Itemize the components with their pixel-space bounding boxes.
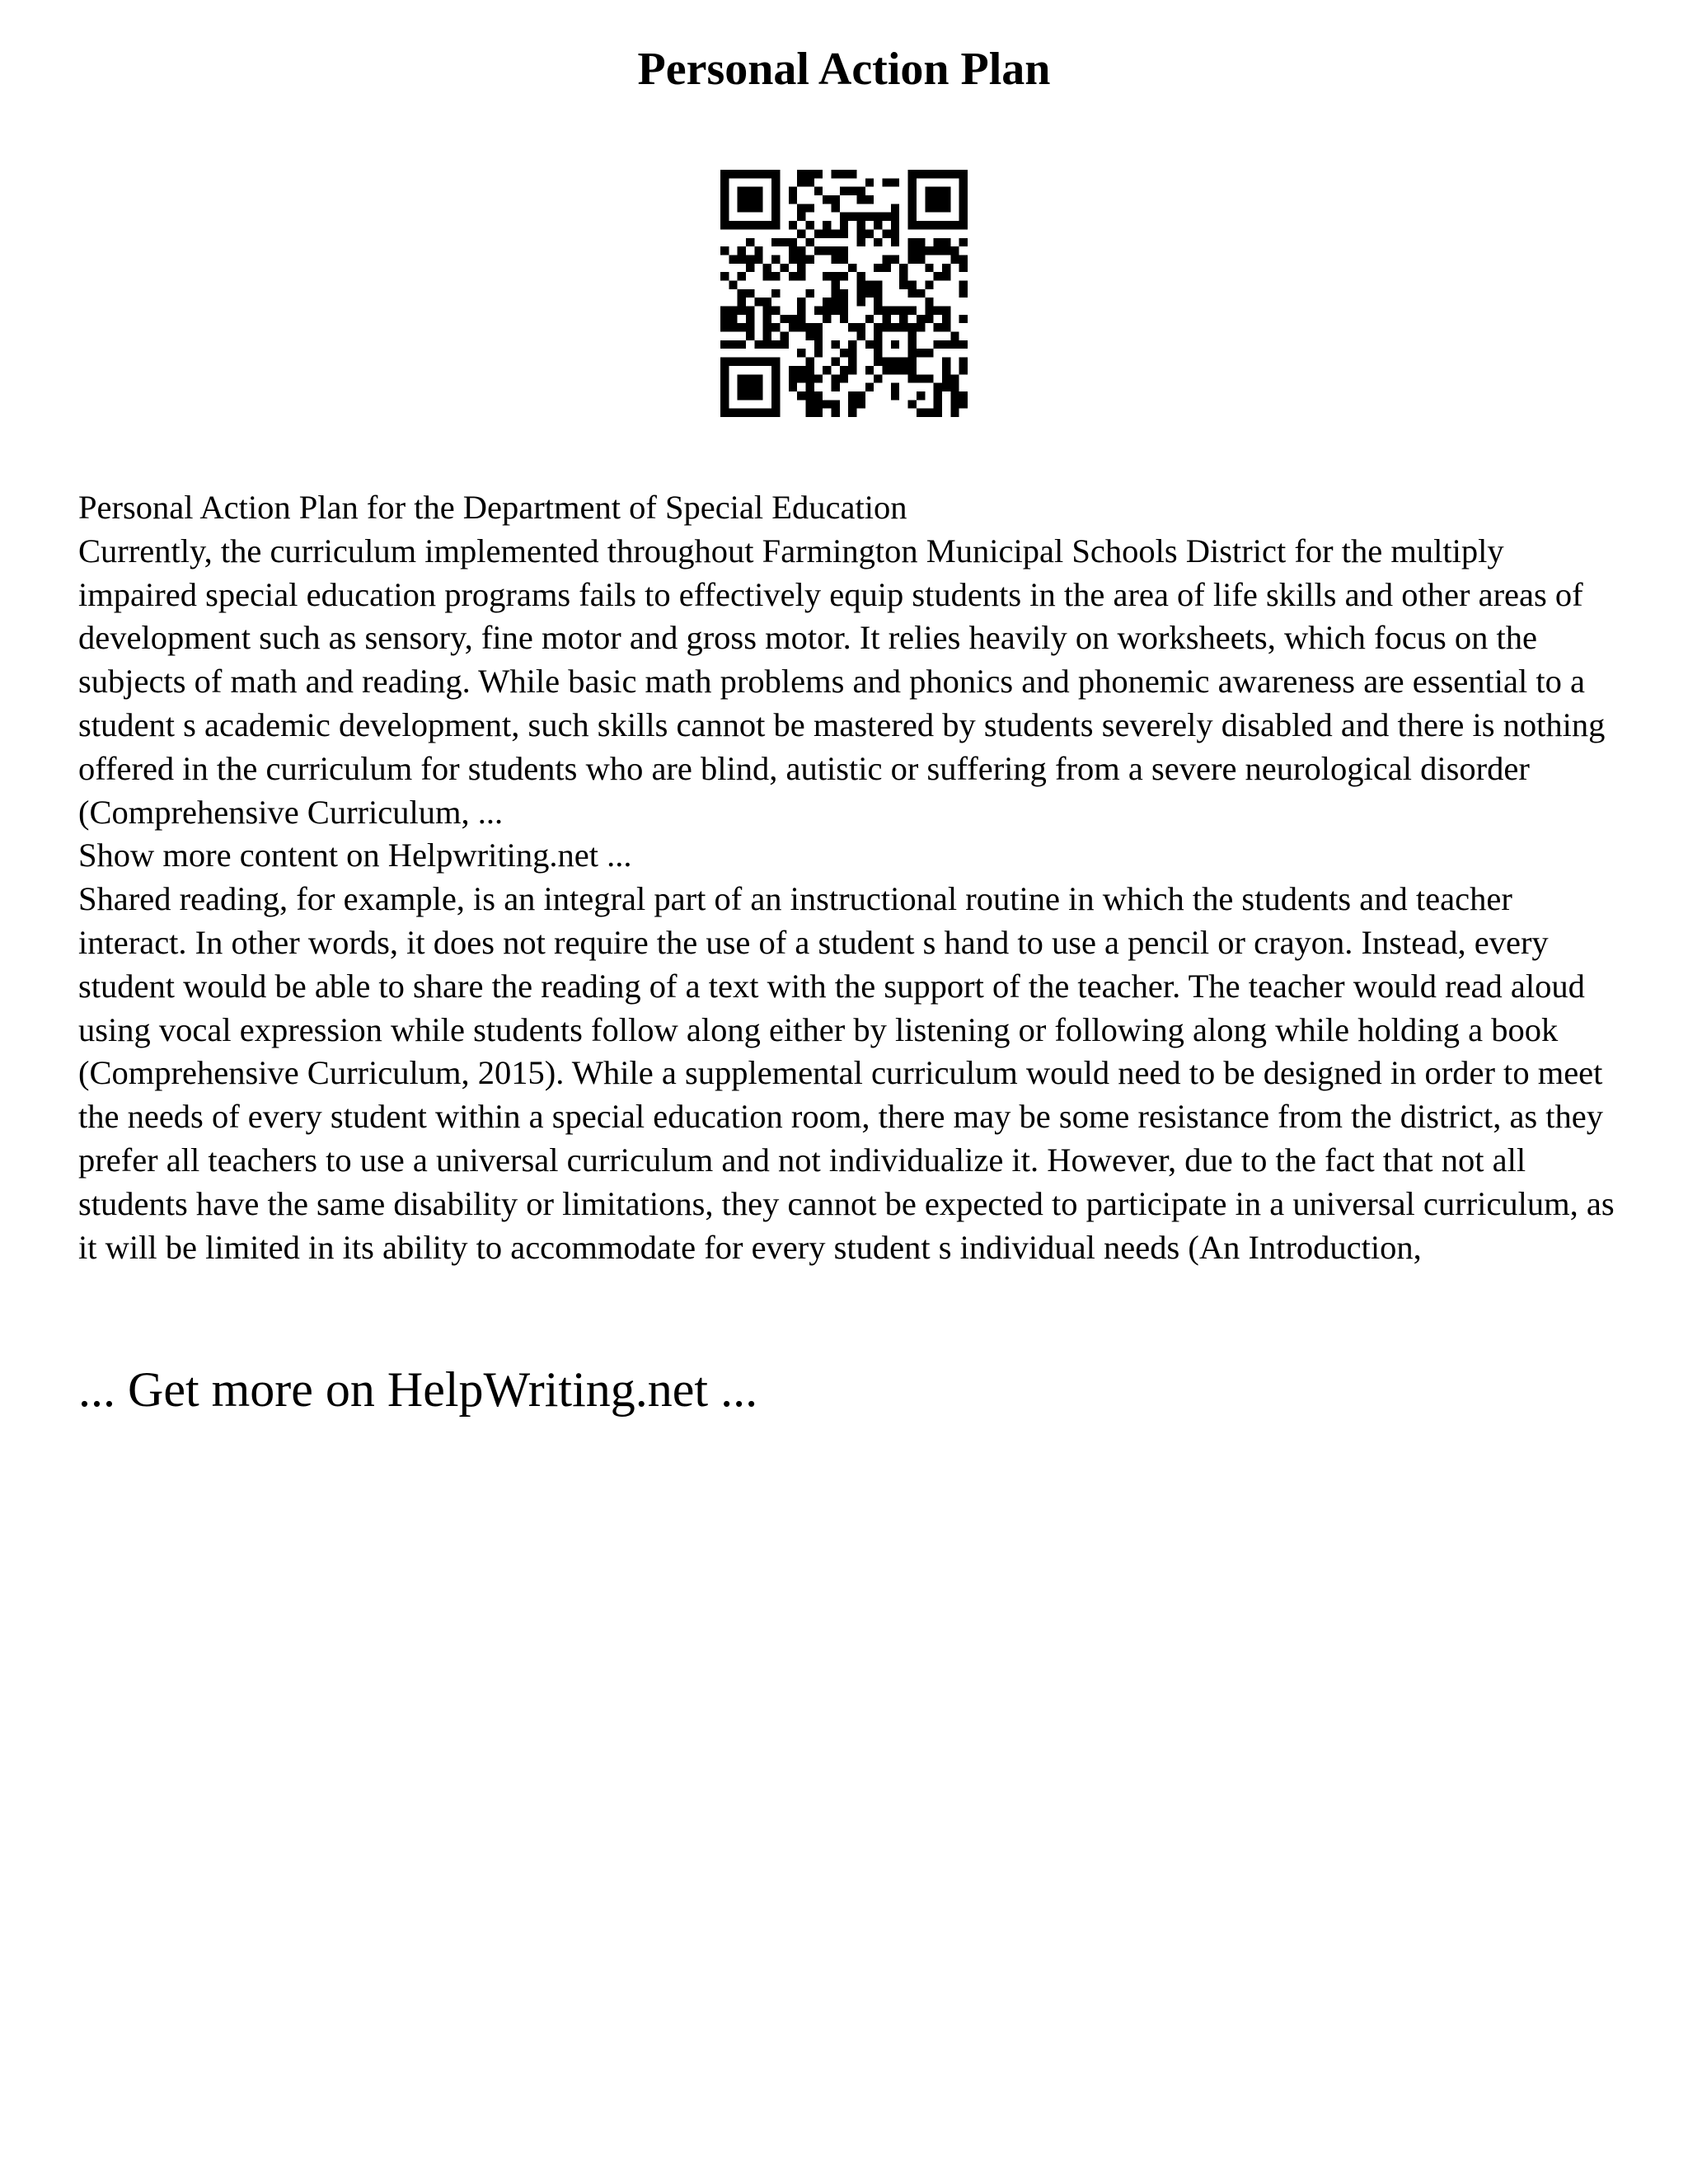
qr-code-image bbox=[720, 170, 968, 417]
body-paragraph-2: Shared reading, for example, is an integral part of an instructional routine in which the students and teacher interact. In other words, it does not require the use of a student s hand to use a pencil or crayon. Instead, every student would be able to share the reading of a text with the support of the teacher. The teacher would read aloud using vocal expression while students follow along either by listening or following along while holding a book (Comprehensive Curriculum, 2015). While a supplemental curriculum would need to be designed in order to meet the needs of every student within a special education room, there may be some resistance from the district, as they prefer all teachers to use a universal curriculum and not individualize it. However, due to the fact that not all students have the same disability or limitations, they cannot be expected to participate in a universal curriculum, as it will be limited in its ability to accommodate for every student s individual needs (An Introduction, bbox=[78, 880, 1615, 1266]
get-more-link[interactable]: ... Get more on HelpWriting.net ... bbox=[78, 1362, 758, 1417]
page-title: Personal Action Plan bbox=[637, 44, 1051, 95]
body-paragraph-1: Currently, the curriculum implemented throughout Farmington Municipal Schools District for the multiply impaired special education programs fails to effectively equip students in the area of life skills and other areas of development such as sensory, fine motor and gross motor. It relies heavily on worksheets, which focus on the subjects of math and reading. While basic math problems and phonics and phonemic awareness are essential to a student s academic development, such skills cannot be mastered by students severely disabled and there is nothing offered in the curriculum for students who are blind, autistic or suffering from a severe neurological disorder (Comprehensive Curriculum, ... bbox=[78, 532, 1606, 831]
body-heading-line: Personal Action Plan for the Department of Special Education bbox=[78, 489, 907, 526]
document-body bbox=[78, 486, 1628, 1269]
show-more-link[interactable]: Show more content on Helpwriting.net ... bbox=[78, 837, 632, 874]
